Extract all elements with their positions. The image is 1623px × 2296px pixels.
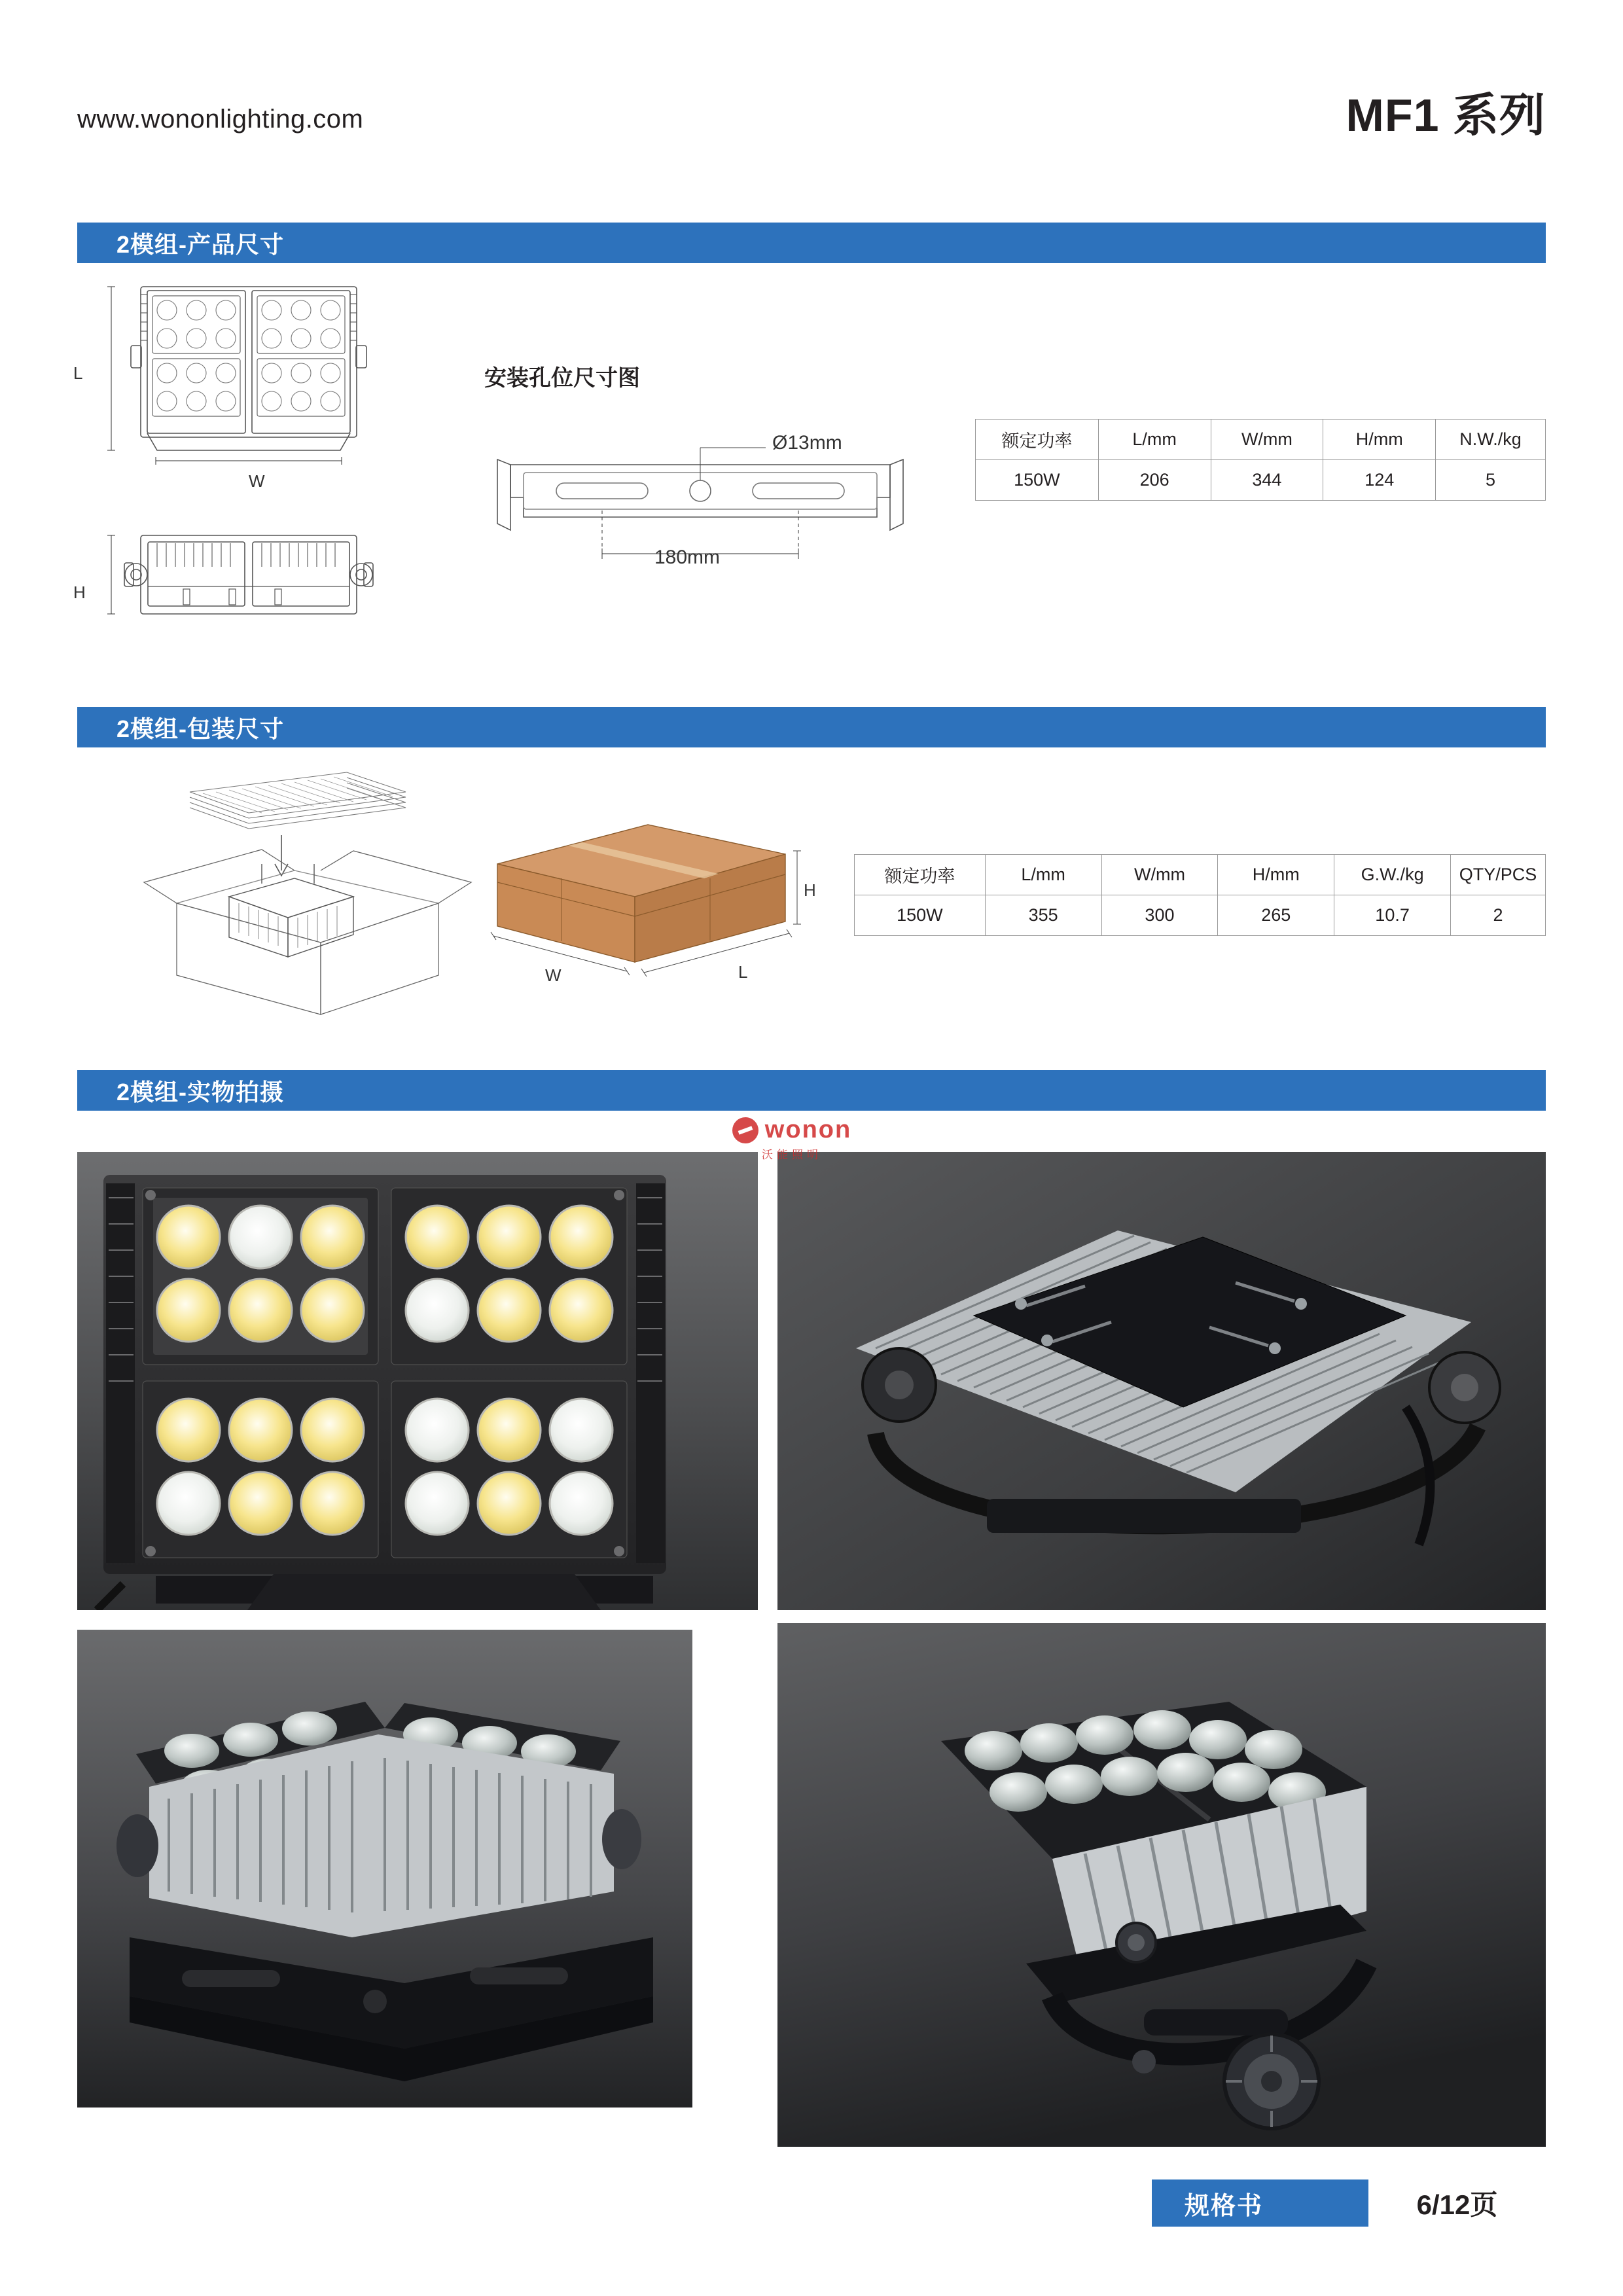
label-W: W: [249, 471, 265, 491]
pack-cell-h: 265: [1218, 895, 1334, 936]
dim-cell-power: 150W: [976, 460, 1099, 501]
pack-col-gw: G.W./kg: [1334, 855, 1451, 895]
dim-cell-nw: 5: [1436, 460, 1546, 501]
dim-cell-w: 344: [1211, 460, 1323, 501]
watermark-brand: wonon: [764, 1116, 852, 1143]
wonon-logo-icon: [732, 1117, 758, 1143]
pack-cell-qty: 2: [1451, 895, 1546, 936]
brand-watermark: [687, 1113, 897, 1165]
pack-cell-l: 355: [985, 895, 1101, 936]
section-header-photos: [77, 1070, 1546, 1111]
section-header-dimension: [77, 223, 1546, 263]
hole-spacing-label: 180mm: [654, 547, 721, 568]
website-url: www.wononlighting.com: [77, 105, 364, 134]
product-side-view-drawing: [85, 524, 425, 661]
page-title: MF1 系列: [1346, 90, 1546, 141]
carton-label-L: L: [738, 962, 748, 982]
table-header-row: [855, 855, 1546, 895]
mounting-hole-drawing: [458, 425, 942, 609]
section-header-packing-label: 2模组-包装尺寸: [116, 715, 285, 742]
carton-label-W: W: [545, 965, 562, 985]
dim-cell-l: 206: [1098, 460, 1211, 501]
packing-table: [854, 854, 1546, 936]
product-photo-angle: [777, 1623, 1546, 2147]
hole-diameter-label: Ø13mm: [772, 432, 842, 454]
product-photo-rear: [777, 1152, 1546, 1610]
pack-col-w: W/mm: [1101, 855, 1218, 895]
pack-cell-w: 300: [1101, 895, 1218, 936]
section-header-photos-label: 2模组-实物拍摄: [116, 1078, 285, 1105]
pack-col-h: H/mm: [1218, 855, 1334, 895]
dim-col-h: H/mm: [1323, 420, 1436, 460]
dim-col-w: W/mm: [1211, 420, 1323, 460]
carton-label-H: H: [804, 880, 816, 900]
table-row: [976, 460, 1546, 501]
mounting-drawing-title: 安装孔位尺寸图: [484, 366, 640, 391]
page-header: [0, 0, 1623, 164]
product-front-view-drawing: [85, 275, 425, 465]
dim-col-l: L/mm: [1098, 420, 1211, 460]
section-header-packing: [77, 707, 1546, 747]
table-header-row: [976, 420, 1546, 460]
pack-cell-gw: 10.7: [1334, 895, 1451, 936]
pack-col-qty: QTY/PCS: [1451, 855, 1546, 895]
label-L: L: [73, 363, 83, 383]
dim-col-power: 额定功率: [976, 420, 1099, 460]
carton-box-drawing: [484, 805, 812, 988]
pack-col-l: L/mm: [985, 855, 1101, 895]
footer-label: 规格书: [1185, 2192, 1264, 2220]
section-header-dimension-label: 2模组-产品尺寸: [116, 230, 285, 258]
label-H: H: [73, 583, 86, 602]
page-number: 6/12页: [1366, 2179, 1546, 2227]
packing-illustration-drawing: [98, 766, 504, 1021]
pack-cell-power: 150W: [855, 895, 986, 936]
page-footer: [1152, 2179, 1546, 2227]
table-row: [855, 895, 1546, 936]
watermark-subtitle: 沃能照明: [762, 1149, 822, 1161]
dim-col-nw: N.W./kg: [1436, 420, 1546, 460]
dimension-table: [975, 419, 1546, 501]
product-photo-side: [77, 1630, 692, 2108]
dim-cell-h: 124: [1323, 460, 1436, 501]
product-photo-front: [77, 1152, 758, 1610]
pack-col-power: 额定功率: [855, 855, 986, 895]
